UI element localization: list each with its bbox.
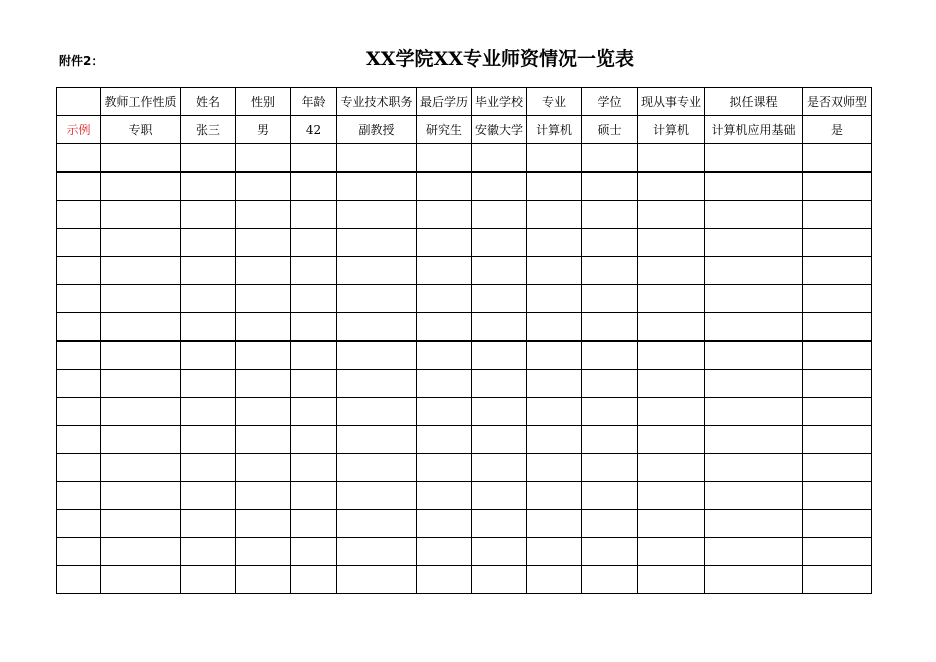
table-cell[interactable] <box>417 341 472 370</box>
table-row <box>57 313 872 342</box>
table-cell[interactable] <box>803 510 872 538</box>
table-cell[interactable] <box>705 398 803 426</box>
table-cell[interactable] <box>705 144 803 173</box>
table-cell[interactable]: 男 <box>236 116 291 144</box>
table-row <box>57 510 872 538</box>
example-row <box>57 116 872 144</box>
table-cell[interactable] <box>417 172 472 201</box>
table-cell[interactable] <box>527 454 582 482</box>
table-cell[interactable] <box>705 172 803 201</box>
table-cell[interactable] <box>417 229 472 257</box>
table-cell[interactable] <box>337 538 417 566</box>
table-cell[interactable] <box>337 510 417 538</box>
table-cell[interactable] <box>417 454 472 482</box>
table-cell[interactable] <box>638 341 705 370</box>
table-cell[interactable] <box>181 285 236 313</box>
table-cell[interactable] <box>417 398 472 426</box>
table-cell[interactable] <box>582 510 638 538</box>
table-cell[interactable] <box>291 257 337 285</box>
table-cell[interactable] <box>527 482 582 510</box>
table-cell[interactable] <box>582 426 638 454</box>
table-cell[interactable] <box>181 229 236 257</box>
table-cell[interactable] <box>181 454 236 482</box>
table-cell[interactable] <box>181 172 236 201</box>
table-cell[interactable]: 张三 <box>181 116 236 144</box>
table-cell[interactable] <box>638 285 705 313</box>
table-cell[interactable] <box>705 426 803 454</box>
table-cell[interactable] <box>417 313 472 342</box>
table-cell[interactable] <box>582 482 638 510</box>
table-cell[interactable] <box>57 482 101 510</box>
table-cell[interactable] <box>472 566 527 594</box>
table-cell[interactable] <box>527 566 582 594</box>
table-cell[interactable]: 计算机 <box>527 116 582 144</box>
table-cell[interactable] <box>291 454 337 482</box>
table-cell[interactable] <box>582 341 638 370</box>
table-cell[interactable] <box>582 398 638 426</box>
table-cell[interactable] <box>236 398 291 426</box>
table-cell[interactable] <box>527 510 582 538</box>
table-cell[interactable] <box>803 398 872 426</box>
table-cell[interactable] <box>101 566 181 594</box>
header-cell: 学位 <box>582 88 638 116</box>
example-tag: 示例 <box>57 116 101 144</box>
table-row <box>57 426 872 454</box>
table-cell[interactable] <box>57 229 101 257</box>
table-cell[interactable] <box>417 257 472 285</box>
table-cell[interactable] <box>101 398 181 426</box>
header-cell: 最后学历 <box>417 88 472 116</box>
table-cell[interactable] <box>337 566 417 594</box>
table-cell[interactable] <box>705 454 803 482</box>
table-cell[interactable] <box>705 313 803 342</box>
table-cell[interactable] <box>291 538 337 566</box>
table-cell[interactable] <box>291 313 337 342</box>
table-cell[interactable] <box>638 426 705 454</box>
table-row <box>57 257 872 285</box>
header-cell <box>57 88 101 116</box>
table-cell[interactable] <box>803 201 872 229</box>
table-cell[interactable] <box>181 370 236 398</box>
table-cell[interactable] <box>101 538 181 566</box>
table-cell[interactable] <box>236 285 291 313</box>
table-cell[interactable] <box>527 370 582 398</box>
table-cell[interactable] <box>705 510 803 538</box>
table-cell[interactable]: 安徽大学 <box>472 116 527 144</box>
table-cell[interactable] <box>417 201 472 229</box>
table-cell[interactable] <box>236 538 291 566</box>
table-cell[interactable] <box>417 370 472 398</box>
table-cell[interactable] <box>57 538 101 566</box>
table-cell[interactable] <box>582 257 638 285</box>
table-row <box>57 370 872 398</box>
table-cell[interactable] <box>638 172 705 201</box>
table-cell[interactable] <box>472 510 527 538</box>
table-cell[interactable] <box>181 482 236 510</box>
table-cell[interactable] <box>638 510 705 538</box>
table-cell[interactable] <box>181 341 236 370</box>
table-cell[interactable] <box>705 229 803 257</box>
table-cell[interactable] <box>236 566 291 594</box>
table-cell[interactable] <box>181 144 236 173</box>
table-cell[interactable] <box>181 538 236 566</box>
table-cell[interactable] <box>181 201 236 229</box>
table-cell[interactable] <box>57 566 101 594</box>
table-cell[interactable] <box>181 313 236 342</box>
table-cell[interactable] <box>582 566 638 594</box>
table-cell[interactable] <box>181 510 236 538</box>
table-cell[interactable] <box>236 172 291 201</box>
table-cell[interactable] <box>803 257 872 285</box>
table-cell[interactable] <box>705 341 803 370</box>
table-cell[interactable] <box>236 144 291 173</box>
table-cell[interactable] <box>236 482 291 510</box>
table-cell[interactable] <box>291 172 337 201</box>
table-cell[interactable] <box>705 482 803 510</box>
table-cell[interactable] <box>705 538 803 566</box>
table-cell[interactable] <box>527 201 582 229</box>
table-cell[interactable] <box>472 398 527 426</box>
table-cell[interactable] <box>101 510 181 538</box>
table-cell[interactable] <box>472 426 527 454</box>
table-cell[interactable] <box>101 482 181 510</box>
table-cell[interactable] <box>57 172 101 201</box>
table-cell[interactable] <box>181 426 236 454</box>
table-cell[interactable] <box>472 201 527 229</box>
table-cell[interactable] <box>337 313 417 342</box>
table-cell[interactable] <box>472 229 527 257</box>
table-cell[interactable] <box>181 257 236 285</box>
table-cell[interactable] <box>527 538 582 566</box>
table-cell[interactable] <box>181 566 236 594</box>
table-cell[interactable] <box>57 144 101 173</box>
table-cell[interactable] <box>291 482 337 510</box>
table-cell[interactable] <box>417 566 472 594</box>
table-cell[interactable] <box>236 229 291 257</box>
table-cell[interactable] <box>417 144 472 173</box>
header-cell: 教师工作性质 <box>101 88 181 116</box>
header-cell: 专业技术职务 <box>337 88 417 116</box>
table-cell[interactable] <box>803 313 872 342</box>
table-cell[interactable] <box>291 510 337 538</box>
table-cell[interactable] <box>291 341 337 370</box>
table-cell[interactable]: 42 <box>291 116 337 144</box>
table-cell[interactable] <box>101 426 181 454</box>
table-row <box>57 398 872 426</box>
table-cell[interactable] <box>803 229 872 257</box>
table-cell[interactable] <box>337 454 417 482</box>
table-row <box>57 201 872 229</box>
table-cell[interactable] <box>236 257 291 285</box>
table-cell[interactable] <box>638 229 705 257</box>
table-row <box>57 172 872 201</box>
table-cell[interactable] <box>337 201 417 229</box>
table-cell[interactable] <box>472 257 527 285</box>
table-cell[interactable] <box>57 257 101 285</box>
table-cell[interactable] <box>527 172 582 201</box>
table-row <box>57 482 872 510</box>
table-cell[interactable] <box>101 201 181 229</box>
table-row <box>57 341 872 370</box>
table-cell[interactable] <box>705 285 803 313</box>
header-cell: 专业 <box>527 88 582 116</box>
table-cell[interactable] <box>638 370 705 398</box>
header-cell: 毕业学校 <box>472 88 527 116</box>
table-cell[interactable] <box>417 538 472 566</box>
table-cell[interactable] <box>236 201 291 229</box>
table-cell[interactable] <box>803 341 872 370</box>
table-cell[interactable] <box>803 426 872 454</box>
table-cell[interactable] <box>582 285 638 313</box>
table-row <box>57 454 872 482</box>
table-cell[interactable] <box>472 341 527 370</box>
table-row <box>57 229 872 257</box>
table-cell[interactable] <box>527 257 582 285</box>
table-cell[interactable]: 研究生 <box>417 116 472 144</box>
table-cell[interactable] <box>291 398 337 426</box>
table-cell[interactable] <box>527 341 582 370</box>
table-cell[interactable] <box>638 538 705 566</box>
table-cell[interactable] <box>57 426 101 454</box>
table-cell[interactable] <box>57 201 101 229</box>
table-cell[interactable] <box>101 454 181 482</box>
header-cell: 是否双师型 <box>803 88 872 116</box>
table-cell[interactable] <box>803 285 872 313</box>
table-cell[interactable] <box>705 201 803 229</box>
table-cell[interactable] <box>638 257 705 285</box>
table-cell[interactable] <box>803 482 872 510</box>
table-cell[interactable] <box>803 144 872 173</box>
table-row <box>57 538 872 566</box>
table-cell[interactable] <box>337 482 417 510</box>
page-title: XX学院XX专业师资情况一览表 <box>366 48 634 70</box>
table-cell[interactable] <box>236 510 291 538</box>
table-cell[interactable] <box>582 144 638 173</box>
table-cell[interactable] <box>472 313 527 342</box>
table-cell[interactable] <box>236 454 291 482</box>
table-cell[interactable] <box>638 398 705 426</box>
table-cell[interactable]: 计算机应用基础 <box>705 116 803 144</box>
header-cell: 性别 <box>236 88 291 116</box>
table-cell[interactable] <box>417 482 472 510</box>
table-cell[interactable] <box>582 313 638 342</box>
table-cell[interactable] <box>582 538 638 566</box>
table-cell[interactable] <box>638 201 705 229</box>
table-cell[interactable] <box>337 144 417 173</box>
table-cell[interactable] <box>472 454 527 482</box>
table-cell[interactable] <box>57 454 101 482</box>
faculty-table <box>56 87 872 594</box>
table-cell[interactable] <box>472 285 527 313</box>
table-cell[interactable] <box>101 172 181 201</box>
table-cell[interactable] <box>638 313 705 342</box>
table-cell[interactable] <box>582 201 638 229</box>
table-cell[interactable] <box>527 285 582 313</box>
table-cell[interactable] <box>803 454 872 482</box>
table-cell[interactable] <box>527 313 582 342</box>
table-cell[interactable] <box>101 370 181 398</box>
table-cell[interactable] <box>337 341 417 370</box>
table-cell[interactable] <box>582 370 638 398</box>
table-cell[interactable] <box>803 370 872 398</box>
table-cell[interactable]: 硕士 <box>582 116 638 144</box>
table-cell[interactable] <box>337 285 417 313</box>
table-cell[interactable] <box>291 201 337 229</box>
table-cell[interactable] <box>638 454 705 482</box>
header-cell: 年龄 <box>291 88 337 116</box>
header-cell: 姓名 <box>181 88 236 116</box>
attachment-label: 附件2： <box>59 54 104 68</box>
table-cell[interactable] <box>236 426 291 454</box>
table-cell[interactable] <box>527 426 582 454</box>
table-cell[interactable] <box>337 398 417 426</box>
table-cell[interactable] <box>57 313 101 342</box>
table-cell[interactable] <box>527 398 582 426</box>
table-cell[interactable] <box>101 341 181 370</box>
table-cell[interactable] <box>57 285 101 313</box>
table-cell[interactable] <box>472 370 527 398</box>
table-cell[interactable] <box>337 426 417 454</box>
table-cell[interactable] <box>527 229 582 257</box>
table-cell[interactable] <box>57 510 101 538</box>
table-cell[interactable] <box>705 566 803 594</box>
table-cell[interactable] <box>582 454 638 482</box>
header-cell: 拟任课程 <box>705 88 803 116</box>
table-cell[interactable] <box>101 285 181 313</box>
table-cell[interactable] <box>101 229 181 257</box>
table-cell[interactable] <box>638 566 705 594</box>
table-cell[interactable] <box>417 510 472 538</box>
table-cell[interactable] <box>337 229 417 257</box>
table-row <box>57 144 872 173</box>
table-cell[interactable] <box>291 144 337 173</box>
table-cell[interactable] <box>181 398 236 426</box>
table-cell[interactable] <box>337 172 417 201</box>
table-cell[interactable] <box>291 566 337 594</box>
table-cell[interactable] <box>236 313 291 342</box>
table-cell[interactable] <box>291 285 337 313</box>
table-cell[interactable] <box>417 426 472 454</box>
table-cell[interactable] <box>472 482 527 510</box>
header-cell: 现从事专业 <box>638 88 705 116</box>
table-row <box>57 285 872 313</box>
table-cell[interactable] <box>803 172 872 201</box>
table-cell[interactable] <box>57 341 101 370</box>
table-cell[interactable] <box>527 144 582 173</box>
table-cell[interactable] <box>638 144 705 173</box>
table-cell[interactable] <box>291 426 337 454</box>
table-cell[interactable] <box>803 566 872 594</box>
table-cell[interactable] <box>101 144 181 173</box>
table-cell[interactable] <box>582 172 638 201</box>
table-cell[interactable] <box>236 370 291 398</box>
table-cell[interactable] <box>291 370 337 398</box>
table-cell[interactable] <box>337 257 417 285</box>
table-cell[interactable] <box>638 482 705 510</box>
table-cell[interactable] <box>803 538 872 566</box>
table-cell[interactable] <box>101 313 181 342</box>
table-cell[interactable]: 计算机 <box>638 116 705 144</box>
table-cell[interactable] <box>472 144 527 173</box>
table-cell[interactable] <box>472 538 527 566</box>
table-row <box>57 566 872 594</box>
table-cell[interactable] <box>472 172 527 201</box>
table-header-row <box>57 88 872 116</box>
table-cell[interactable] <box>57 370 101 398</box>
table-cell[interactable] <box>57 398 101 426</box>
table-cell[interactable]: 是 <box>803 116 872 144</box>
table-cell[interactable]: 专职 <box>101 116 181 144</box>
table-cell[interactable]: 副教授 <box>337 116 417 144</box>
table-cell[interactable] <box>582 229 638 257</box>
table-cell[interactable] <box>705 257 803 285</box>
table-cell[interactable] <box>337 370 417 398</box>
table-cell[interactable] <box>101 257 181 285</box>
table-cell[interactable] <box>291 229 337 257</box>
table-cell[interactable] <box>417 285 472 313</box>
table-cell[interactable] <box>705 370 803 398</box>
table-cell[interactable] <box>236 341 291 370</box>
